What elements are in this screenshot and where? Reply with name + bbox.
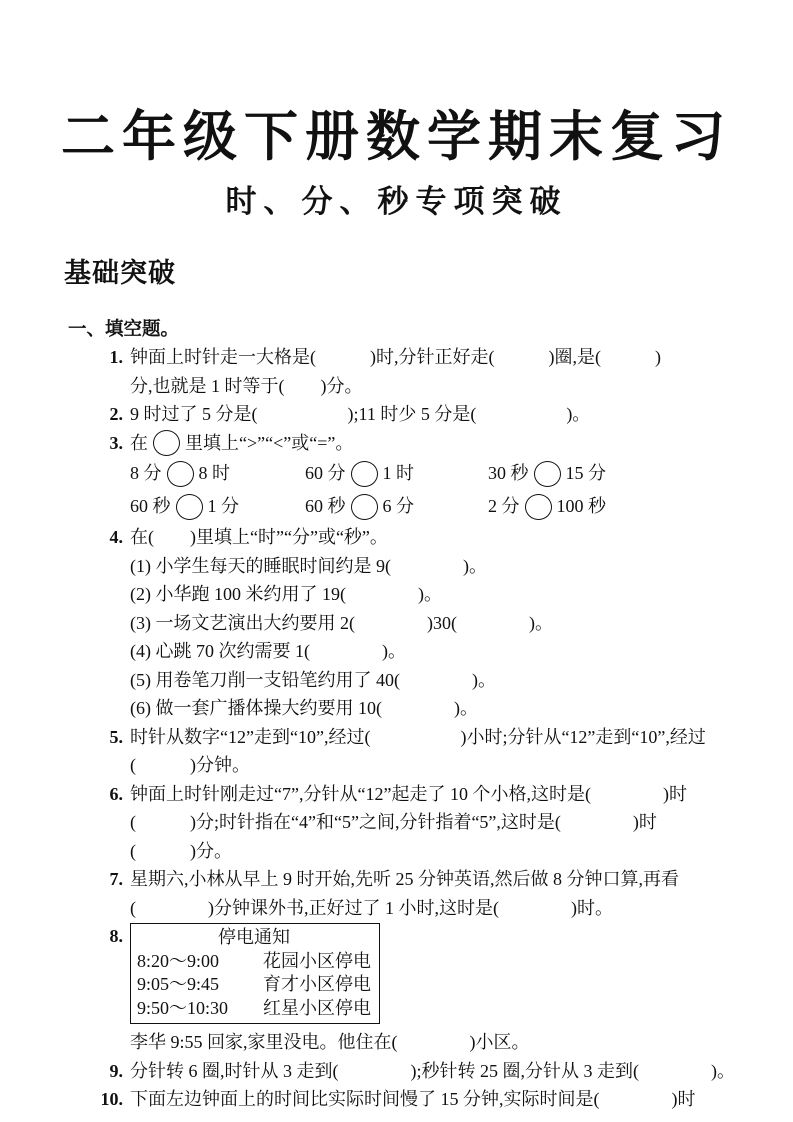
question-text: 钟面上时针刚走过“7”,分针从“12”起走了 10 个小格,这时是( )时 — [130, 783, 687, 804]
subitem-text: (5) 用卷笔刀削一支铅笔约用了 40( )。 — [130, 669, 496, 690]
question-number-spacer — [0, 637, 130, 666]
question-number-spacer — [0, 580, 130, 609]
question-text: ( )分钟。 — [130, 755, 250, 776]
left-value: 60 分 — [305, 463, 346, 484]
subitem-text: (1) 小学生每天的睡眠时间约是 9( )。 — [130, 555, 487, 576]
subitem-text: (3) 一场文艺演出大约要用 2( )30( )。 — [130, 612, 553, 633]
question-4-subitem-5 — [0, 666, 793, 695]
question-8-header — [0, 922, 793, 951]
question-9-line-1 — [0, 1057, 793, 1086]
question-number-spacer — [0, 552, 130, 581]
notice-label: 红星小区停电 — [263, 997, 371, 1018]
right-value: 1 分 — [207, 496, 239, 517]
question-number: 2. — [109, 404, 123, 425]
left-value: 2 分 — [488, 496, 520, 517]
question-text: 分针转 6 圈,时针从 3 走到( );秒针转 25 圈,分针从 3 走到( )。 — [130, 1060, 735, 1081]
blank-circle-icon — [167, 461, 194, 487]
question-text: ( )分钟课外书,正好过了 1 小时,这时是( )时。 — [130, 897, 613, 918]
question-text: 时针从数字“12”走到“10”,经过( )小时;分针从“12”走到“10”,经过 — [130, 726, 706, 747]
page-subtitle: 时、分、秒专项突破 — [225, 184, 568, 220]
page-title: 二年级下册数学期末复习 — [61, 107, 732, 167]
question-number: 1. — [109, 347, 123, 368]
question-5-line-1 — [0, 723, 793, 752]
question-8-after — [0, 1028, 793, 1057]
notice-label: 育才小区停电 — [263, 974, 371, 995]
question-7-line-1 — [0, 865, 793, 894]
left-value: 30 秒 — [488, 463, 529, 484]
question-text: 下面左边钟面上的时间比实际时间慢了 15 分钟,实际时间是( )时 — [130, 1089, 696, 1110]
question-4-subitem-1 — [0, 552, 793, 581]
question-number-spacer — [0, 609, 130, 638]
comparison-item — [130, 492, 305, 521]
comparison-item — [305, 459, 488, 488]
notice-row — [137, 950, 371, 974]
question-5-line-2 — [0, 751, 793, 780]
blank-circle-icon — [351, 461, 378, 487]
blank-circle-icon — [153, 430, 180, 456]
question-text: 9 时过了 5 分是( );11 时少 5 分是( )。 — [130, 404, 591, 425]
question-6-line-3 — [0, 837, 793, 866]
left-value: 8 分 — [130, 463, 162, 484]
right-value: 15 分 — [565, 463, 606, 484]
question-text: ( )分;时针指在“4”和“5”之间,分针指着“5”,这时是( )时 — [130, 812, 657, 833]
question-text: 分,也就是 1 时等于( )分。 — [130, 375, 363, 396]
question-number: 7. — [109, 869, 123, 890]
part-heading: 一、填空题。 — [68, 320, 180, 341]
question-number: 9. — [109, 1060, 123, 1081]
notice-time: 9:50～10:30 — [137, 997, 229, 1018]
question-text: 钟面上时针走一大格是( )时,分针正好走( )圈,是( ) — [130, 347, 661, 368]
question-text-prefix: 在 — [130, 432, 148, 453]
question-1-line-1 — [0, 343, 793, 372]
question-10-line-1 — [0, 1085, 793, 1114]
comparison-item — [488, 492, 606, 521]
question-number-spacer — [0, 694, 130, 723]
question-number: 10. — [100, 1089, 123, 1110]
right-value: 8 时 — [198, 463, 230, 484]
question-2-line-1 — [0, 400, 793, 429]
blank-circle-icon — [534, 461, 561, 487]
question-text: ( )分。 — [130, 840, 232, 861]
comparison-row-1 — [130, 457, 793, 490]
question-4-subitem-2 — [0, 580, 793, 609]
question-4-header — [0, 523, 793, 552]
question-text: 在( )里填上“时”“分”或“秒”。 — [130, 527, 388, 548]
comparison-item — [130, 459, 305, 488]
comparison-row-2 — [130, 490, 793, 523]
notice-title: 停电通知 — [218, 926, 290, 947]
section-heading: 基础突破 — [64, 258, 176, 289]
notice-time: 9:05～9:45 — [137, 974, 220, 995]
comparison-item — [488, 459, 606, 488]
question-6-line-1 — [0, 780, 793, 809]
question-1-line-2 — [0, 372, 793, 401]
question-4-subitem-6 — [0, 694, 793, 723]
question-number-spacer — [0, 372, 130, 401]
question-list — [0, 343, 793, 1114]
question-number-spacer — [0, 837, 130, 866]
notice-label: 花园小区停电 — [263, 950, 371, 971]
right-value: 1 时 — [382, 463, 414, 484]
question-number: 4. — [109, 527, 123, 548]
question-number-spacer — [0, 894, 130, 923]
blank-circle-icon — [525, 494, 552, 520]
question-text-suffix: 里填上“>”“<”或“=”。 — [185, 432, 354, 453]
question-number-spacer — [0, 751, 130, 780]
question-text: 李华 9:55 回家,家里没电。他住在( )小区。 — [130, 1032, 530, 1053]
blank-circle-icon — [351, 494, 378, 520]
right-value: 100 秒 — [556, 496, 606, 517]
subitem-text: (2) 小华跑 100 米约用了 19( )。 — [130, 584, 442, 605]
right-value: 6 分 — [382, 496, 414, 517]
left-value: 60 秒 — [130, 496, 171, 517]
question-text: 星期六,小林从早上 9 时开始,先听 25 分钟英语,然后做 8 分钟口算,再看 — [130, 869, 679, 890]
notice-time: 8:20～9:00 — [137, 950, 220, 971]
blank-circle-icon — [176, 494, 203, 520]
subitem-text: (6) 做一套广播体操大约要用 10( )。 — [130, 698, 478, 719]
question-6-line-2 — [0, 808, 793, 837]
left-value: 60 秒 — [305, 496, 346, 517]
question-4-subitem-4 — [0, 637, 793, 666]
subitem-text: (4) 心跳 70 次约需要 1( )。 — [130, 641, 406, 662]
question-number-spacer — [0, 808, 130, 837]
question-number: 8. — [109, 926, 123, 947]
question-4-subitem-3 — [0, 609, 793, 638]
question-number: 6. — [109, 783, 123, 804]
question-text — [130, 429, 793, 458]
question-number-spacer — [0, 1028, 130, 1057]
comparison-item — [305, 492, 488, 521]
question-number: 5. — [109, 726, 123, 747]
question-number-spacer — [0, 666, 130, 695]
notice-row — [137, 997, 371, 1021]
question-7-line-2 — [0, 894, 793, 923]
question-3-header — [0, 429, 793, 458]
question-number: 3. — [109, 432, 123, 453]
notice-row — [137, 973, 371, 997]
